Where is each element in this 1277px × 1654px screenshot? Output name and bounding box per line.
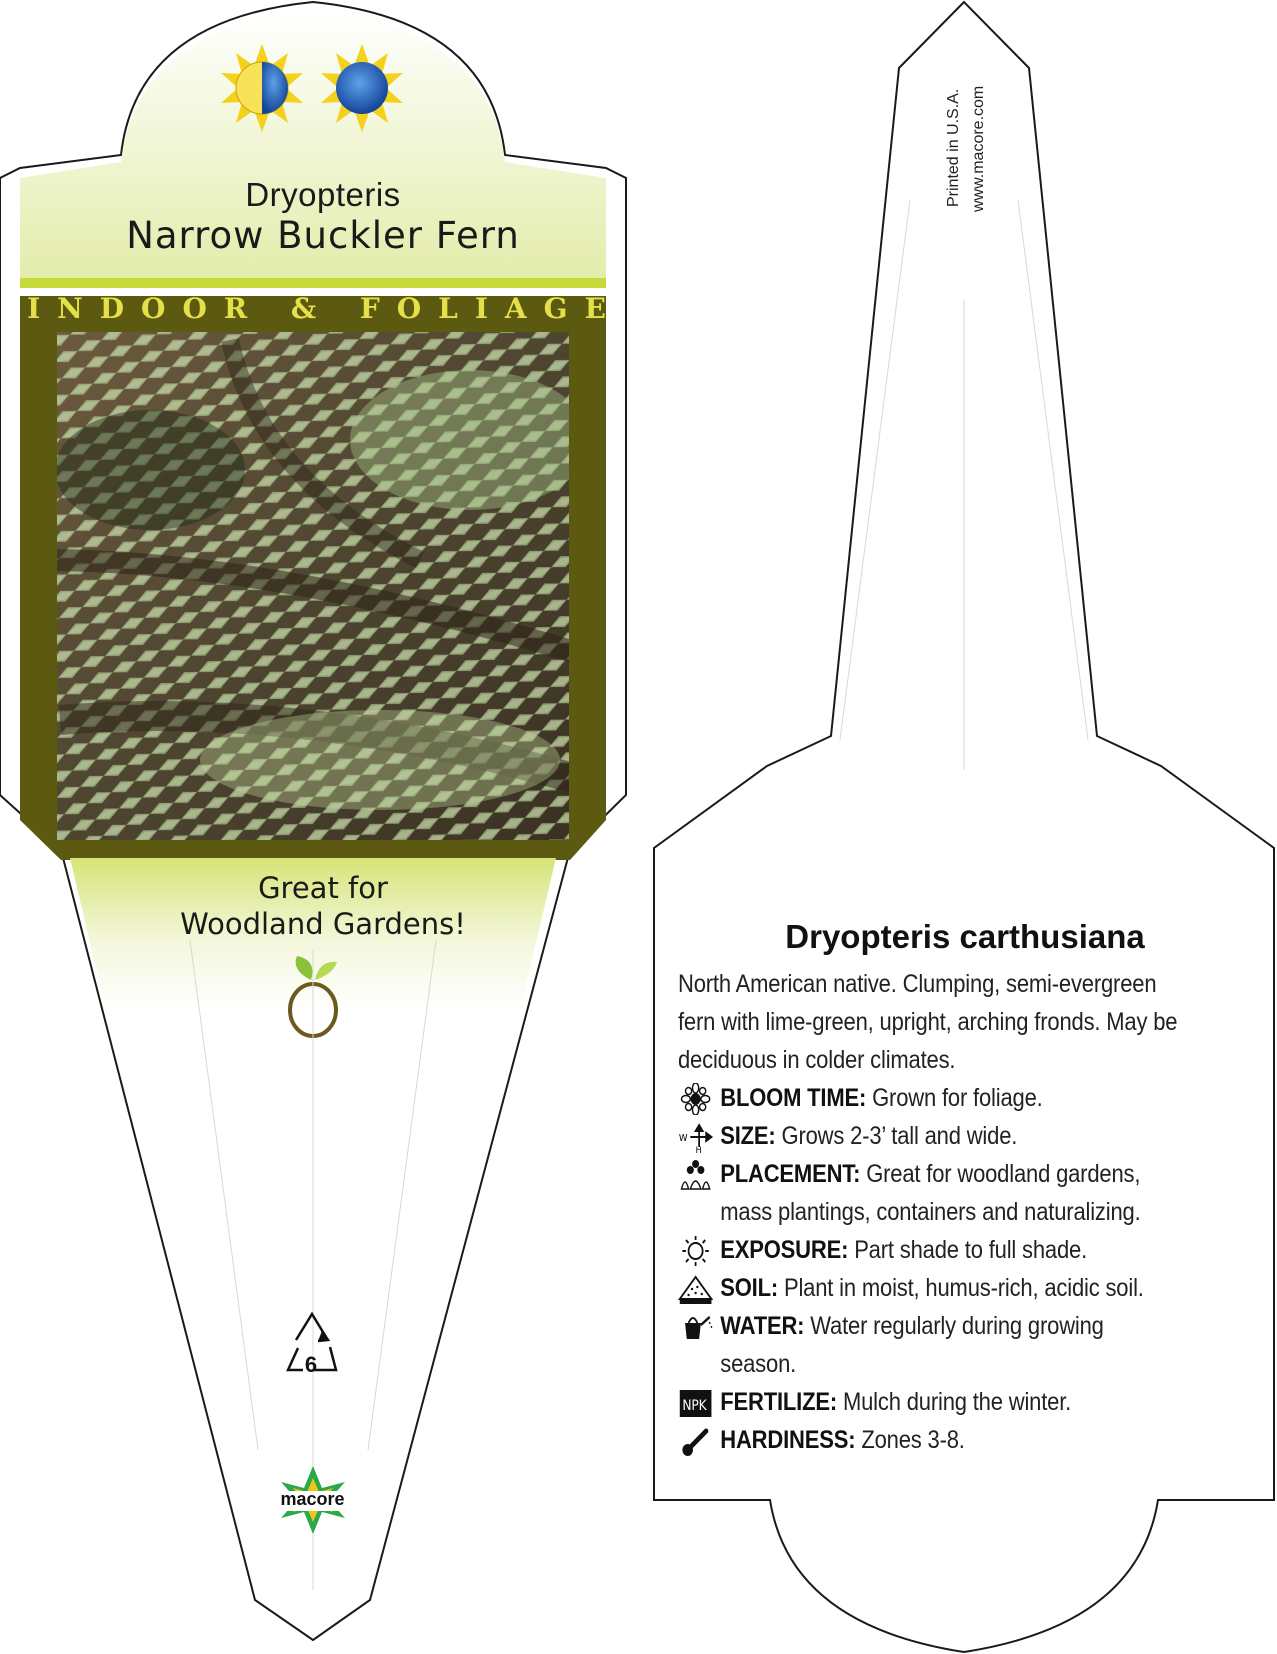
care-info: [678, 965, 1184, 1459]
fertilize-label: FERTILIZE:: [720, 1388, 838, 1416]
flower-icon: [678, 1083, 713, 1115]
bloom-time-text: Grown for foliage.: [866, 1084, 1043, 1112]
sun-outline-icon: [678, 1235, 713, 1267]
size-h-letter: H: [695, 1144, 702, 1153]
size-w-letter: W: [678, 1132, 688, 1145]
tagline-line-1: Great for: [258, 871, 388, 905]
hardiness-label: HARDINESS:: [720, 1426, 856, 1454]
tagline-line-2: Woodland Gardens!: [180, 907, 466, 941]
fertilize-text: Mulch during the winter.: [837, 1388, 1072, 1416]
fertilize-row: [678, 1383, 1184, 1421]
npk-icon: [678, 1387, 713, 1419]
lime-stripe: [20, 278, 606, 288]
soil-row: [678, 1269, 1184, 1307]
size-label: SIZE:: [720, 1122, 776, 1150]
placement-text: Great for woodland gardens, mass plantings, containers and naturalizing.: [720, 1160, 1141, 1226]
botanical-name: Dryopteris carthusiana: [785, 918, 1145, 955]
bloom-time-label: BLOOM TIME:: [720, 1084, 867, 1112]
watering-can-icon: [678, 1311, 713, 1343]
placement-row: [678, 1155, 1184, 1231]
hardiness-row: [678, 1421, 1184, 1459]
placement-icon: [678, 1159, 713, 1191]
water-text: Water regularly during growing season.: [720, 1312, 1104, 1378]
printed-in-usa: Printed in U.S.A.: [945, 88, 962, 207]
size-arrows-icon: [678, 1121, 713, 1153]
genus-name: Dryopteris: [245, 176, 401, 213]
fern-photo: [40, 332, 600, 840]
placement-label: PLACEMENT:: [720, 1160, 861, 1188]
macore-logo-text: macore: [280, 1489, 345, 1509]
size-text: Grows 2-3’ tall and wide.: [775, 1122, 1018, 1150]
common-name: Narrow Buckler Fern: [126, 214, 520, 257]
exposure-text: Part shade to full shade.: [848, 1236, 1088, 1264]
tagline: [20, 870, 626, 942]
description: North American native. Clumping, semi-evergreen fern with lime-green, upright, arching fronds. May be deciduous in colder climates.: [678, 970, 1178, 1074]
hardiness-text: Zones 3-8.: [855, 1426, 965, 1454]
recycle-number: 6: [304, 1352, 318, 1377]
water-label: WATER:: [720, 1312, 805, 1340]
exposure-row: [678, 1231, 1184, 1269]
soil-label: SOIL:: [720, 1274, 779, 1302]
soil-text: Plant in moist, humus-rich, acidic soil.: [778, 1274, 1144, 1302]
thermometer-icon: [678, 1425, 713, 1457]
water-row: [678, 1307, 1184, 1383]
exposure-label: EXPOSURE:: [720, 1236, 849, 1264]
bloom-time-row: [678, 1079, 1184, 1117]
size-row: [678, 1117, 1184, 1155]
soil-icon: [678, 1273, 713, 1305]
npk-text: NPK: [682, 1398, 707, 1415]
category-banner: INDOOR & FOLIAGE: [27, 292, 623, 325]
website: www.macore.com: [970, 85, 987, 212]
